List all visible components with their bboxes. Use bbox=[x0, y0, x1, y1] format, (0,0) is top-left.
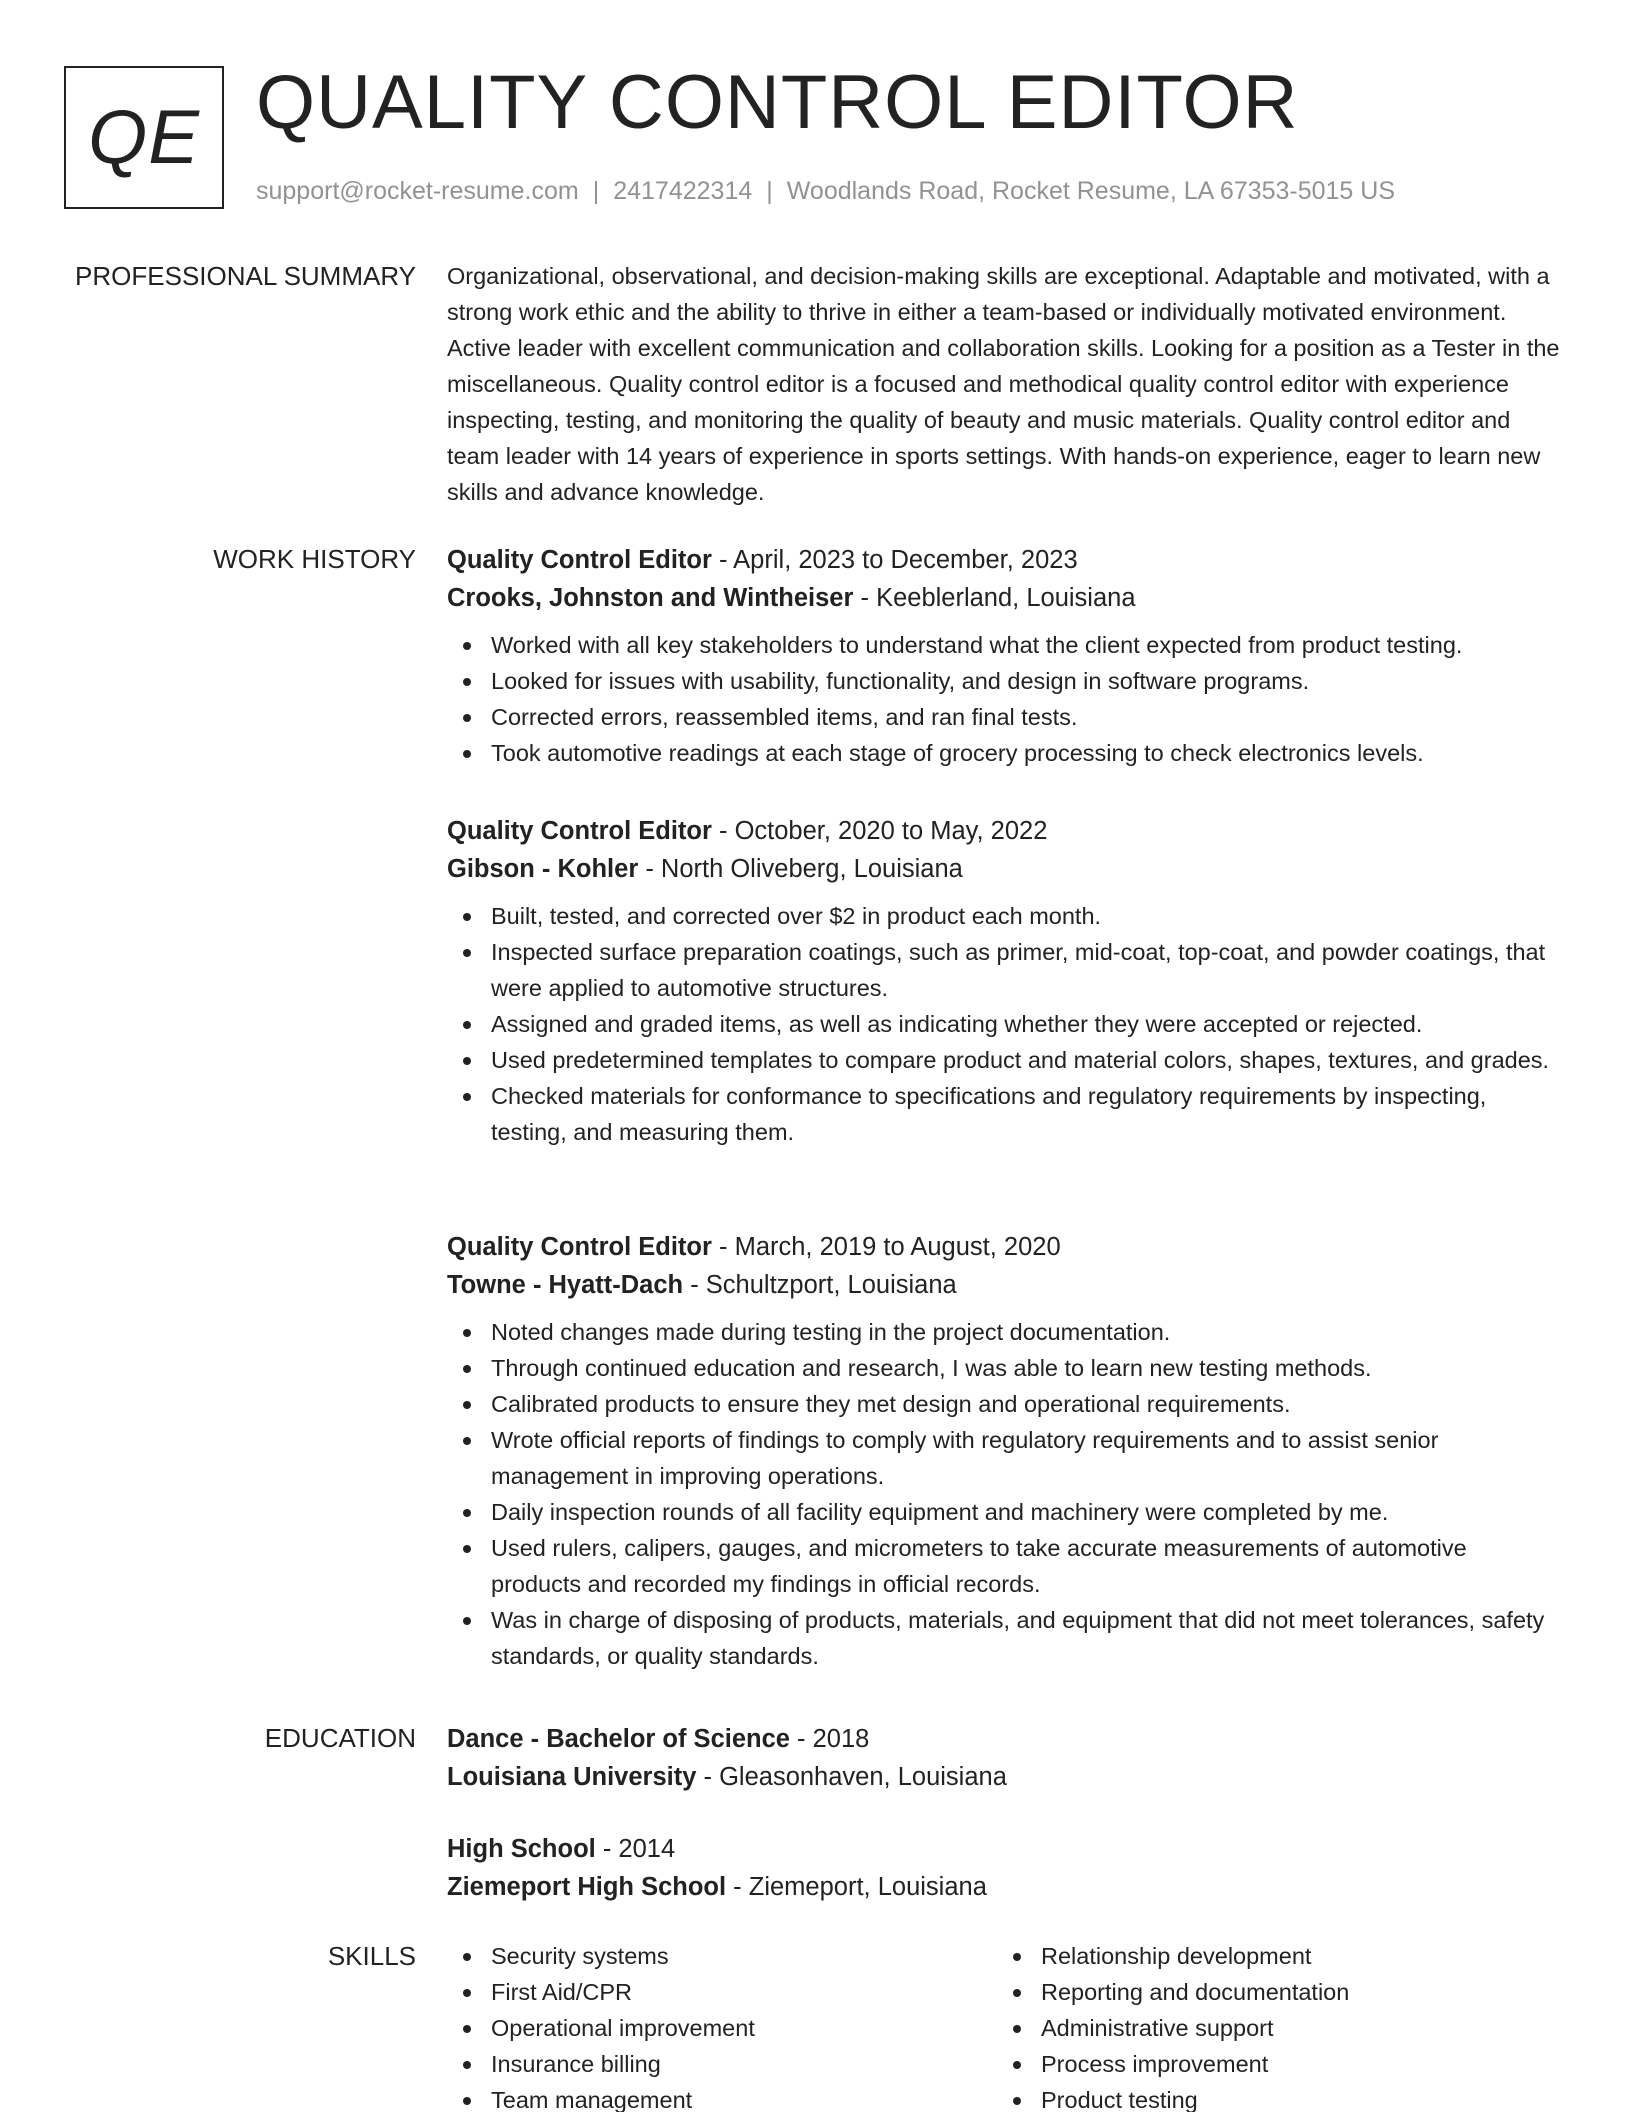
job-title: Quality Control Editor bbox=[447, 817, 712, 845]
list-item: Checked materials for conformance to specifications and regulatory requirements by inspecting, testing, and measuring them. bbox=[447, 1078, 1562, 1150]
degree-line bbox=[447, 1720, 1562, 1758]
contact-line bbox=[256, 174, 1395, 208]
list-item: Calibrated products to ensure they met design and operational requirements. bbox=[447, 1386, 1562, 1422]
summary-text: Organizational, observational, and decision-making skills are exceptional. Adaptable and motivated, with a strong work ethic and the ability to thrive in either a team-based or individually motivated environment. Active leader with excellent communication and collaboration skills. Looking for a position as a Tester in the miscellaneous. Quality control editor is a focused and methodical quality control editor with experience inspecting, testing, and monitoring the quality of beauty and music materials. Quality control editor and team leader with 14 years of experience in sports settings. With hands-on experience, eager to learn new skills and advance knowledge. bbox=[447, 263, 1560, 505]
degree-name: High School bbox=[447, 1835, 596, 1863]
list-item: Worked with all key stakeholders to understand what the client expected from product testing. bbox=[447, 627, 1562, 663]
job-bullets bbox=[447, 898, 1562, 1150]
skill-item: Relationship development bbox=[997, 1938, 1537, 1974]
list-item: Inspected surface preparation coatings, such as primer, mid-coat, top-coat, and powder coatings, that were applied to automotive structures. bbox=[447, 934, 1562, 1006]
school-name: Ziemeport High School bbox=[447, 1873, 727, 1901]
degree-year: - 2018 bbox=[789, 1725, 870, 1753]
list-item: Assigned and graded items, as well as indicating whether they were accepted or rejected. bbox=[447, 1006, 1562, 1042]
school-location: - Gleasonhaven, Louisiana bbox=[696, 1763, 1007, 1791]
skill-item: Security systems bbox=[447, 1938, 987, 1974]
job-location: - Schultzport, Louisiana bbox=[683, 1271, 957, 1299]
summary-heading: PROFESSIONAL SUMMARY bbox=[75, 261, 416, 291]
list-item: Took automotive readings at each stage of grocery processing to check electronics levels. bbox=[447, 735, 1562, 771]
degree-name: Dance - Bachelor of Science bbox=[447, 1725, 790, 1753]
school-location: - Ziemeport, Louisiana bbox=[726, 1873, 987, 1901]
skill-item: Operational improvement bbox=[447, 2010, 987, 2046]
initials-text: QE bbox=[88, 95, 200, 180]
job-location: - North Oliveberg, Louisiana bbox=[638, 855, 963, 883]
resume-name-title: QUALITY CONTROL EDITOR bbox=[256, 60, 1299, 145]
initials-monogram bbox=[64, 66, 224, 209]
list-item: Was in charge of disposing of products, materials, and equipment that did not meet tolerances, safety standards, or quality standards. bbox=[447, 1602, 1562, 1674]
education-entry bbox=[447, 1830, 1562, 1906]
skills-heading: SKILLS bbox=[327, 1941, 416, 1971]
job-dates: - March, 2019 to August, 2020 bbox=[711, 1233, 1061, 1261]
degree-year: - 2014 bbox=[595, 1835, 676, 1863]
job-location: - Keeblerland, Louisiana bbox=[853, 584, 1136, 612]
contact-phone: 2417422314 bbox=[613, 177, 753, 205]
school-name: Louisiana University bbox=[447, 1763, 697, 1791]
list-item: Through continued education and research, I was able to learn new testing methods. bbox=[447, 1350, 1562, 1386]
education-entry bbox=[447, 1720, 1562, 1796]
work-history-heading: WORK HISTORY bbox=[213, 544, 416, 574]
job-entry bbox=[447, 1228, 1562, 1674]
list-item: Corrected errors, reassembled items, and ran final tests. bbox=[447, 699, 1562, 735]
skill-item: Process improvement bbox=[997, 2046, 1537, 2082]
skill-item: Administrative support bbox=[997, 2010, 1537, 2046]
skill-item: Product testing bbox=[997, 2082, 1537, 2112]
list-item: Daily inspection rounds of all facility equipment and machinery were completed by me. bbox=[447, 1494, 1562, 1530]
school-line bbox=[447, 1868, 1562, 1906]
list-item: Noted changes made during testing in the project documentation. bbox=[447, 1314, 1562, 1350]
list-item: Built, tested, and corrected over $2 in product each month. bbox=[447, 898, 1562, 934]
job-title: Quality Control Editor bbox=[447, 1233, 712, 1261]
education-heading: EDUCATION bbox=[264, 1723, 416, 1753]
job-bullets bbox=[447, 1314, 1562, 1674]
job-company: Crooks, Johnston and Wintheiser bbox=[447, 584, 854, 612]
skill-item: Reporting and documentation bbox=[997, 1974, 1537, 2010]
job-entry bbox=[447, 812, 1562, 1150]
contact-address: Woodlands Road, Rocket Resume, LA 67353-5015 US bbox=[786, 177, 1396, 205]
list-item: Looked for issues with usability, functionality, and design in software programs. bbox=[447, 663, 1562, 699]
skill-item: First Aid/CPR bbox=[447, 1974, 987, 2010]
job-title-line bbox=[447, 1228, 1562, 1266]
job-title-line bbox=[447, 812, 1562, 850]
list-item: Used predetermined templates to compare product and material colors, shapes, textures, and grades. bbox=[447, 1042, 1562, 1078]
job-entry bbox=[447, 541, 1562, 771]
job-title: Quality Control Editor bbox=[447, 546, 712, 574]
degree-line bbox=[447, 1830, 1562, 1868]
job-company: Towne - Hyatt-Dach bbox=[447, 1271, 684, 1299]
contact-email: support@rocket-resume.com bbox=[256, 177, 579, 205]
contact-separator: | bbox=[592, 177, 600, 205]
skills-column-right bbox=[997, 1938, 1537, 2112]
skill-item: Insurance billing bbox=[447, 2046, 987, 2082]
skills-column-left bbox=[447, 1938, 987, 2112]
job-title-line bbox=[447, 541, 1562, 579]
list-item: Used rulers, calipers, gauges, and micrometers to take accurate measurements of automotive products and recorded my findings in official records. bbox=[447, 1530, 1562, 1602]
job-company-line bbox=[447, 579, 1562, 617]
school-line bbox=[447, 1758, 1562, 1796]
job-dates: - October, 2020 to May, 2022 bbox=[711, 817, 1048, 845]
job-dates: - April, 2023 to December, 2023 bbox=[711, 546, 1078, 574]
job-company-line bbox=[447, 850, 1562, 888]
job-company: Gibson - Kohler bbox=[447, 855, 639, 883]
job-bullets bbox=[447, 627, 1562, 771]
skill-item: Team management bbox=[447, 2082, 987, 2112]
contact-separator: | bbox=[766, 177, 773, 205]
job-company-line bbox=[447, 1266, 1562, 1304]
list-item: Wrote official reports of findings to comply with regulatory requirements and to assist senior management in improving operations. bbox=[447, 1422, 1562, 1494]
